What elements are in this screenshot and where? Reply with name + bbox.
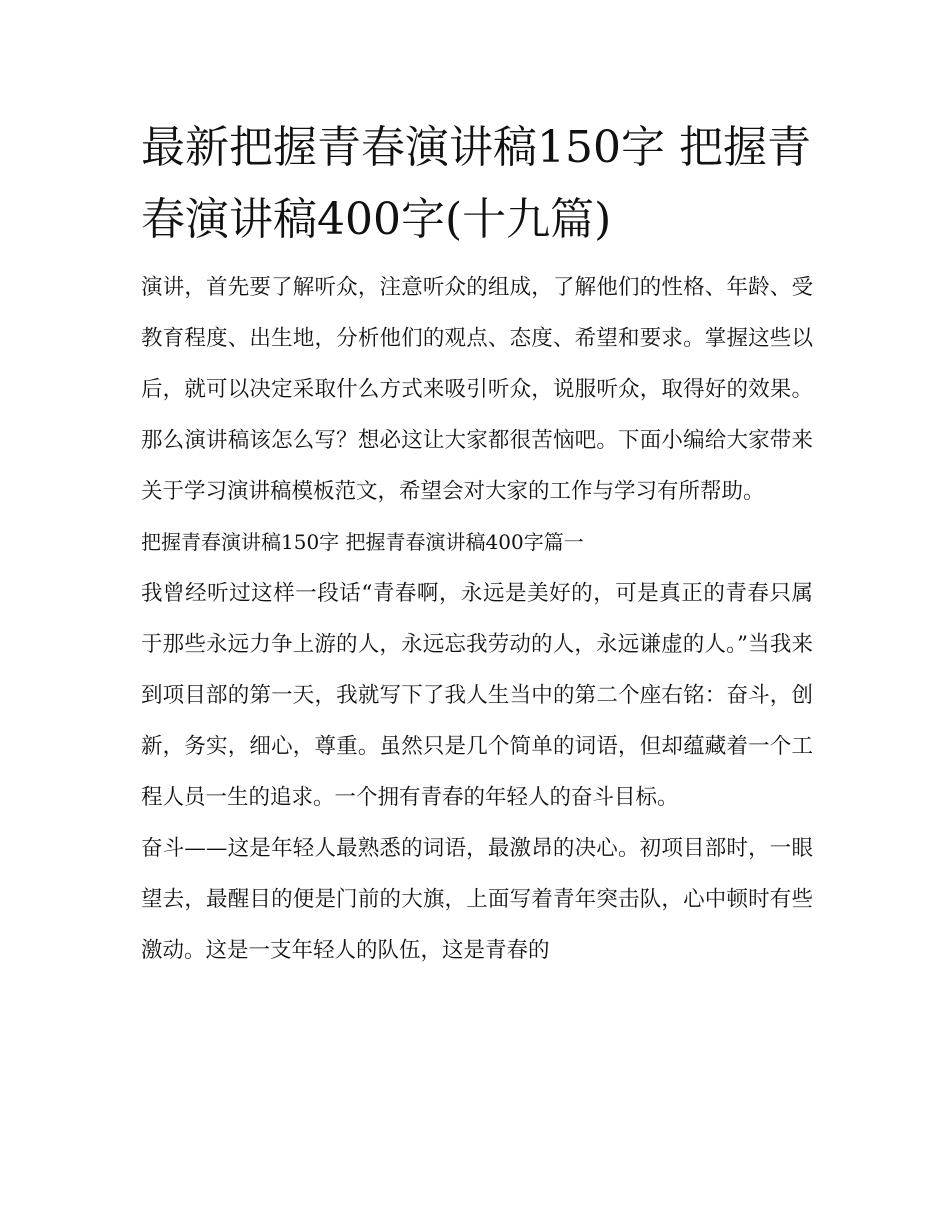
- intro-paragraph: 演讲，首先要了解听众，注意听众的组成，了解他们的性格、年龄、受教育程度、出生地，分析他们的观点、态度、希望和要求。掌握这些以后，就可以决定采取什么方式来吸引听众，说服听众，取得好的效果。那么演讲稿该怎么写？想必这让大家都很苦恼吧。下面小编给大家带来关于学习演讲稿模板范文，希望会对大家的工作与学习有所帮助。: [141, 275, 813, 504]
- document-title: 最新把握青春演讲稿150字 把握青春演讲稿400字(十九篇): [141, 122, 811, 245]
- body-paragraph: 我曾经听过这样一段话“青春啊，永远是美好的，可是真正的青春只属于那些永远力争上游的人，永远忘我劳动的人，永远谦虚的人。”当我来到项目部的第一天，我就写下了我人生当中的第二个座右铭：奋斗，创新，务实，细心，尊重。虽然只是几个简单的词语，但却蕴藏着一个工程人员一生的追求。一个拥有青春的年轻人的奋斗目标。: [141, 581, 813, 810]
- section-heading: 把握青春演讲稿150字 把握青春演讲稿400字篇一: [141, 530, 584, 554]
- document-body: [141, 112, 813, 976]
- body-paragraph: 奋斗——这是年轻人最熟悉的词语，最激昂的决心。初项目部时，一眼望去，最醒目的便是门前的大旗，上面写着青年突击队，心中顿时有些激动。这是一支年轻人的队伍，这是青春的: [141, 836, 813, 963]
